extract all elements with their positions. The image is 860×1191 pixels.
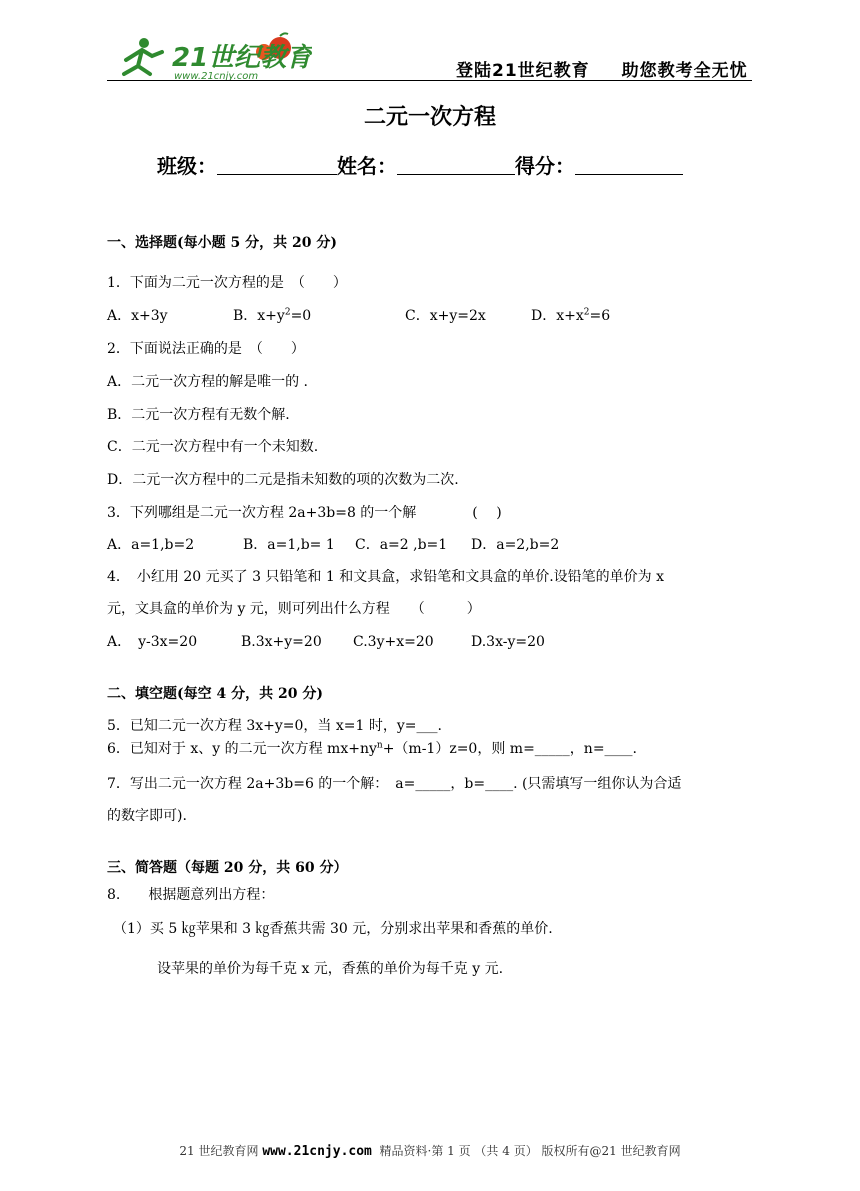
q4-option-c[interactable]: C.3y+x=20 [353, 634, 434, 650]
q4-option-b[interactable]: B.3x+y=20 [241, 634, 322, 650]
class-label: 班级： [157, 154, 217, 178]
runner-icon [124, 38, 162, 74]
score-label: 得分： [515, 154, 575, 178]
q4-options [107, 631, 545, 651]
name-label: 姓名： [337, 154, 397, 178]
q7-text-line1: 7．写出二元一次方程 2a+3b=6 的一个解： a=_____，b=____. (只需填写一组你认为合适 [107, 776, 682, 792]
footer-url[interactable]: www.21cnjy.com [262, 1144, 372, 1159]
site-logo [112, 30, 312, 84]
q1-options [107, 305, 610, 325]
q3-options [107, 534, 559, 554]
q8-sub1: （1）买 5 ㎏苹果和 3 ㎏香蕉共需 30 元，分别求出苹果和香蕉的单价. [113, 921, 553, 937]
q2-option-a[interactable]: A．二元一次方程的解是唯一的 . [107, 374, 309, 390]
footer-right: 精品资料·第 1 页 （共 4 页） 版权所有@21 世纪教育网 [379, 1144, 681, 1158]
q4-stem-line2: 元，文具盒的单价为 y 元，则可列出什么方程 （ ） [107, 601, 481, 617]
score-blank[interactable] [575, 152, 683, 175]
q8-stem: 8. 根据题意列出方程： [107, 887, 275, 903]
class-blank[interactable] [217, 152, 337, 175]
slogan-left: 登陆21世纪教育 [456, 61, 590, 81]
page-title: 二元一次方程 [363, 105, 496, 130]
q3-option-a[interactable]: A．a=1,b=2 [107, 537, 195, 553]
page-footer [0, 1142, 860, 1159]
section-answer-heading: 三、简答题（每题 20 分，共 60 分） [107, 860, 348, 876]
q3-stem: 3．下列哪组是二元一次方程 2a+3b=8 的一个解 ( ) [107, 505, 502, 521]
logo-url: www.21cnjy.com [174, 71, 259, 82]
footer-left: 21 世纪教育网 [179, 1144, 259, 1158]
q3-option-c[interactable]: C．a=2 ,b=1 [355, 537, 448, 553]
q6-text: 6．已知对于 x、y 的二元一次方程 $mx+ny^n+(m-1)z=0$，则 m=_____，n=____. [107, 740, 637, 757]
q4-option-d[interactable]: D.3x-y=20 [471, 634, 545, 650]
slogan-right: 助您教考全无忧 [621, 61, 748, 81]
q7-text-line2: 的数字即可). [107, 808, 187, 824]
q1-option-b[interactable]: B．$x+y^2=0$ [233, 307, 312, 324]
q2-option-d[interactable]: D．二元一次方程中的二元是指未知数的项的次数为二次. [107, 472, 459, 488]
q8-hint: 设苹果的单价为每千克 x 元，香蕉的单价为每千克 y 元. [157, 961, 504, 977]
header-slogan [456, 56, 748, 81]
q3-option-b[interactable]: B．a=1,b= 1 [243, 537, 335, 553]
q3-option-d[interactable]: D．a=2,b=2 [471, 537, 560, 553]
q1-option-d[interactable]: D．$x+x^2=6$ [531, 307, 611, 324]
q1-option-a[interactable]: A．x+3y [107, 308, 168, 324]
q2-option-c[interactable]: C．二元一次方程中有一个未知数. [107, 439, 319, 455]
logo-text: 21世纪教育 [172, 43, 312, 73]
q4-stem-line1: 4． 小红用 20 元买了 3 只铅笔和 1 和文具盒，求铅笔和文具盒的单价.设铅笔的单价为 x [107, 569, 665, 585]
q2-option-b[interactable]: B．二元一次方程有无数个解. [107, 407, 290, 423]
student-info-line [157, 150, 683, 179]
header-divider [107, 80, 752, 81]
section-fill-heading: 二、填空题(每空 4 分，共 20 分) [107, 686, 323, 702]
q2-stem: 2．下面说法正确的是 （ ） [107, 341, 305, 357]
q1-stem: 1．下面为二元一次方程的是 （ ） [107, 275, 347, 291]
section-choice-heading: 一、选择题(每小题 5 分，共 20 分) [107, 235, 337, 251]
q1-option-c[interactable]: C．x+y=2x [405, 308, 486, 324]
q5-text: 5．已知二元一次方程 3x+y=0，当 x=1 时，y=___. [107, 718, 442, 734]
name-blank[interactable] [397, 152, 515, 175]
q4-option-a[interactable]: A． y-3x=20 [107, 634, 198, 650]
